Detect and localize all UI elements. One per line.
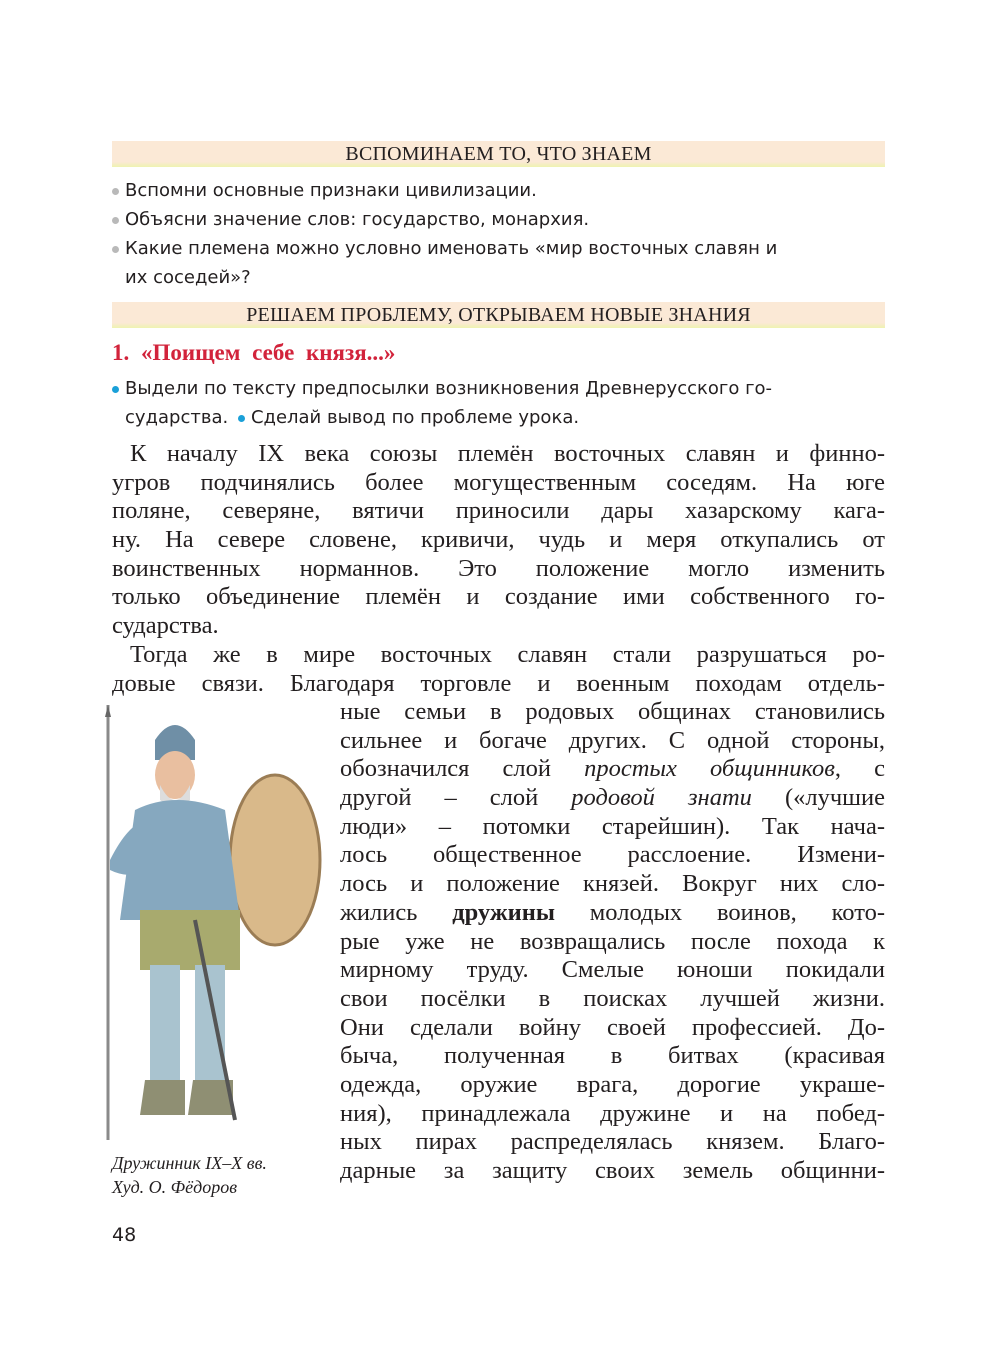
page-number: 48: [112, 1224, 137, 1246]
text-line: [340, 1157, 885, 1186]
text-line: [340, 727, 885, 756]
text-line: [112, 440, 885, 469]
text-line: [340, 956, 885, 985]
text-segment: сильнее и богаче других. С одной стороны,: [340, 726, 885, 754]
text-line: [340, 1042, 885, 1071]
solve-section-header: РЕШАЕМ ПРОБЛЕМУ, ОТКРЫВАЕМ НОВЫЕ ЗНАНИЯ: [112, 302, 885, 328]
caption-artist: Худ. О. Фёдоров: [112, 1177, 238, 1197]
text-segment: другой – слой: [340, 784, 572, 812]
bullet-icon: [112, 246, 119, 253]
text-segment: К началу IX века союзы племён восточных славян и финно-: [130, 440, 885, 467]
warrior-illustration: [95, 700, 335, 1150]
text-segment: дарные за защиту своих земель общинни-: [340, 1157, 885, 1184]
bullet-icon: [238, 415, 245, 422]
task: Выдели по тексту предпосылки возникновения Древнерусского го-: [112, 374, 887, 403]
text-segment: жились: [340, 898, 453, 926]
text-segment: поляне, северяне, вятичи приносили дары хазарскому кага-: [112, 497, 885, 525]
text-segment: рые уже не возвращались после похода к: [340, 927, 885, 955]
text-segment: обозначился слой: [340, 755, 585, 783]
recall-section-header: ВСПОМИНАЕМ ТО, ЧТО ЗНАЕМ: [112, 141, 885, 167]
text-line: [112, 526, 885, 555]
text-line: [340, 841, 885, 870]
text-segment: Они сделали войну своей профессией. До-: [340, 1013, 885, 1041]
text-segment: лось и положение князей. Вокруг них сло-: [340, 870, 885, 898]
recall-question: Какие племена можно условно именовать «мир восточных славян и: [112, 234, 887, 263]
text-segment: люди» – потомки старейшин). Так нача-: [340, 812, 885, 840]
text-line: [340, 985, 885, 1014]
recall-question-list: [112, 176, 887, 292]
text-line: [112, 555, 885, 584]
text-segment: свои посёлки в поисках лучшей жизни.: [340, 984, 885, 1012]
text-segment: мирному труду. Смелые юноши покидали: [340, 956, 885, 984]
recall-question-continued: их соседей»?: [125, 267, 251, 288]
text-segment: ния), принадлежала дружине и на побед-: [340, 1099, 885, 1127]
section-heading: 1. «Поищем себе князя...»: [112, 340, 396, 365]
text-line: [112, 612, 885, 641]
text-segment: ных пирах распределялась князем. Благо-: [340, 1128, 885, 1156]
bullet-icon: [112, 188, 119, 195]
text-line: [340, 1014, 885, 1043]
italic-term: родовой знати: [571, 784, 752, 812]
text-line: [340, 755, 885, 784]
text-line: [112, 497, 885, 526]
text-line: [340, 1128, 885, 1157]
text-line: [112, 641, 885, 670]
body-text-wide: [112, 440, 885, 698]
recall-question: Вспомни основные признаки цивилизации.: [112, 176, 887, 205]
text-segment: довые связи. Благодаря торговле и военным походам отдель-: [112, 669, 885, 697]
text-segment: воинственных норманнов. Это положение могло изменить: [112, 554, 885, 582]
text-segment: («лучшие: [751, 784, 885, 812]
text-segment: быча, полученная в битвах (красивая: [340, 1042, 885, 1070]
text-segment: ные семьи в родовых общинах становились: [340, 698, 885, 725]
text-segment: угров подчинялись более могущественным соседям. На юге: [112, 468, 885, 496]
text-segment: ну. На севере словене, кривичи, чудь и меря откупались от: [112, 526, 885, 554]
text-segment: молодых воинов, кото-: [554, 898, 885, 926]
text-line: [340, 870, 885, 899]
text-line: [112, 469, 885, 498]
recall-question: Объясни значение слов: государство, монархия.: [112, 205, 887, 234]
text-segment: одежда, оружие врага, дорогие украше-: [340, 1070, 885, 1098]
bullet-icon: [112, 217, 119, 224]
task-list: [112, 374, 887, 432]
text-line: [340, 928, 885, 957]
italic-term: простых общинников: [584, 755, 835, 783]
text-segment: , с: [834, 755, 886, 783]
body-text-narrow: [340, 698, 885, 1186]
text-line: [340, 784, 885, 813]
text-segment: Тогда же в мире восточных славян стали разрушаться ро-: [130, 640, 885, 668]
illustration-caption: [112, 1151, 267, 1199]
text-segment: лось общественное расслоение. Измени-: [340, 841, 885, 869]
caption-title: Дружинник IX–X вв.: [112, 1153, 267, 1173]
text-line: [112, 583, 885, 612]
text-line: [340, 698, 885, 727]
bold-term: дружины: [452, 898, 555, 926]
text-segment: сударства.: [112, 612, 219, 640]
text-line: [340, 1100, 885, 1129]
text-segment: только объединение племён и создание ими собственного го-: [112, 583, 885, 611]
bullet-icon: [112, 386, 119, 393]
text-line: [340, 813, 885, 842]
text-line: [340, 1071, 885, 1100]
text-line: [340, 899, 885, 928]
text-line: [112, 670, 885, 699]
task: сударства. Сделай вывод по проблеме урока.: [125, 407, 580, 428]
